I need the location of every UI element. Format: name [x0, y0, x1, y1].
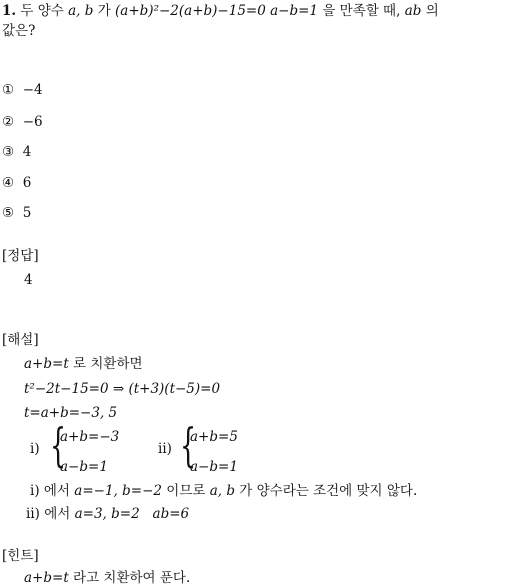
question-text: 가	[97, 3, 111, 19]
explanation-text: 이므로	[166, 483, 206, 499]
case-1-label: ⅰ)	[30, 441, 40, 457]
choice-1[interactable]	[2, 81, 43, 99]
explanation-math: a=−1, b=−2	[74, 483, 162, 499]
hint-text: 라고 치환하여 푼다.	[73, 570, 191, 586]
choice-5[interactable]	[2, 204, 31, 222]
explanation-line-7	[26, 505, 189, 523]
choice-2[interactable]	[2, 113, 43, 131]
explanation-header: [해설]	[2, 332, 39, 348]
substitution-text: 로 치환하면	[73, 356, 143, 372]
hint-math: a+b=t	[24, 570, 69, 586]
explanation-result: ab=6	[152, 506, 190, 522]
explanation-line-1	[24, 355, 143, 373]
case-2-eq-2: a−b=1	[190, 459, 238, 475]
question-text: 두 양수	[20, 3, 64, 19]
explanation-line-2: t²−2t−15=0 ⇒ (t+3)(t−5)=0	[24, 381, 221, 397]
question-line-2: 값은?	[2, 23, 36, 39]
case-1-eq-2: a−b=1	[60, 459, 108, 475]
question-text: 을 만족할 때,	[322, 3, 401, 19]
substitution-math: a+b=t	[24, 356, 69, 372]
question-condition: a−b=1	[270, 3, 319, 19]
choice-marker: ①	[2, 82, 15, 98]
choice-3[interactable]	[2, 143, 31, 161]
question-text: 의	[425, 3, 439, 19]
case-2-label: ⅱ)	[158, 441, 172, 457]
choice-value: 6	[22, 175, 32, 191]
choice-marker: ⑤	[2, 205, 15, 221]
hint-line	[24, 569, 190, 587]
choice-value: 5	[22, 205, 32, 221]
case-1-eq-1: a+b=−3	[60, 429, 120, 445]
case-2-brace: {	[180, 418, 197, 472]
explanation-math: a=3, b=2	[74, 506, 140, 522]
choice-value: −4	[22, 82, 43, 98]
answer-header: [정답]	[2, 248, 39, 264]
explanation-text: 에서	[43, 483, 70, 499]
hint-header: [힌트]	[2, 548, 39, 564]
question-equation: (a+b)²−2(a+b)−15=0	[115, 3, 266, 19]
choice-marker: ④	[2, 175, 15, 191]
question-target: ab	[404, 3, 422, 19]
explanation-line-3: t=a+b=−3, 5	[24, 405, 118, 421]
question-number: 1.	[2, 3, 17, 19]
case-2-eq-1: a+b=5	[190, 429, 238, 445]
choice-value: −6	[22, 114, 43, 130]
explanation-math: a, b	[209, 483, 235, 499]
explanation-line-6	[30, 482, 417, 500]
choice-marker: ②	[2, 114, 15, 130]
case-label: ⅱ)	[26, 506, 40, 522]
question-math-ab: a, b	[68, 3, 94, 19]
case-label: ⅰ)	[30, 483, 40, 499]
explanation-text: 가 양수라는 조건에 맞지 않다.	[239, 483, 418, 499]
question-line-1	[2, 2, 439, 20]
answer-value: 4	[24, 272, 33, 288]
choice-marker: ③	[2, 144, 15, 160]
explanation-text: 에서	[44, 506, 71, 522]
choice-4[interactable]	[2, 174, 31, 192]
choice-value: 4	[22, 144, 32, 160]
case-1-brace: {	[50, 418, 67, 472]
